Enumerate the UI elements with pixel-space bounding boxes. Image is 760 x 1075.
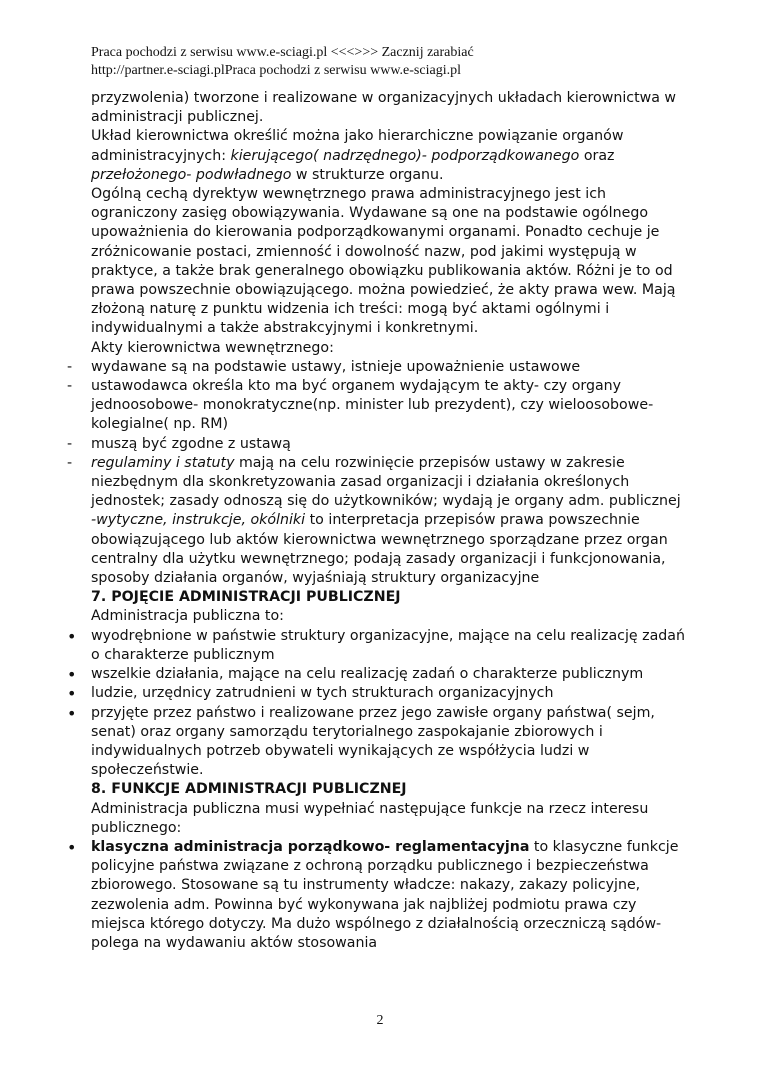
bold-term: klasyczna administracja porządkowo- reglamentacyjna (91, 838, 530, 855)
page-number: 2 (376, 1013, 384, 1028)
list-item: - ustawodawca określa kto ma być organem wydającym te akty- czy organy jednoosobowe- monokratyczne(np. minister lub prezydent), czy wieloosobowe- kolegialne( np. RM) (91, 377, 691, 435)
paragraph: Administracja publiczna to: (91, 608, 284, 625)
header-line-1: Praca pochodzi z serwisu www.e-sciagi.pl <<<>>> Zacznij zarabiać (91, 45, 474, 60)
italic-term: regulaminy i statuty (91, 454, 235, 471)
italic-term: kierującego( nadrzędnego)- podporządkowanego (230, 147, 580, 164)
list-item (91, 838, 691, 953)
list-item: • wszelkie działania, mające na celu realizację zadań o charakterze publicznym (91, 665, 691, 684)
paragraph: Ogólną cechą dyrektyw wewnętrznego prawa administracyjnego jest ich ograniczony zasięg obowiązywania. Wydawane są one na podstawie ogólnego upoważnienia do kierowania podporządkowanymi organami. Ponadto cechuje je zróżnicowanie postaci, zmienność i dowolność nazw, pod jakimi występują w praktyce, a także brak generalnego obowiązku publikowania aktów. Różni je to od prawa powszechnie obowiązującego. można powiedzieć, że akty prawa wew. Mają złożoną naturę z punktu widzenia ich treści: mogą być aktami ogólnymi i indywidualnymi a także abstrakcyjnymi i konkretnymi. (91, 186, 676, 337)
paragraph: Akty kierownictwa wewnętrznego: (91, 339, 334, 356)
text-run: mają na celu rozwinięcie przepisów ustawy w zakresie niezbędnym dla skonkretyzowania zasad organizacji i działania określonych jednostek; zasady odnoszą się do użytkowników; wydają je organy adm. publicznej (91, 454, 681, 510)
bullet-list (91, 627, 691, 781)
dash-list (91, 358, 691, 588)
section-heading: 7. POJĘCIE ADMINISTRACJI PUBLICZNEJ (91, 589, 401, 606)
header-line-2: http://partner.e-sciagi.plPraca pochodzi z serwisu www.e-sciagi.pl (91, 63, 461, 78)
document-body (91, 89, 691, 953)
italic-term: przełożonego- podwładnego (91, 166, 292, 183)
text-run: Układ kierownictwa określić można jako hierarchiczne powiązanie organów administracyjnych: (91, 128, 624, 164)
bullet-list (91, 838, 691, 953)
text-run: to klasyczne funkcje policyjne państwa związane z ochroną porządku publicznego i bezpieczeństwa zbiorowego. Stosowane są tu instrumenty władcze: nakazy, zakazy policyjne, zezwolenia adm. Powinna być wykonywana jak najbliżej podmiotu prawa czy miejsca którego dotyczy. Ma dużo wspólnego z działalnością orzeczniczą sądów- polega na wydawaniu aktów stosowania (91, 838, 679, 951)
list-item: • ludzie, urzędnicy zatrudnieni w tych strukturach organizacyjnych (91, 684, 691, 703)
list-item (91, 454, 691, 588)
paragraph: przyzwolenia) tworzone i realizowane w organizacyjnych układach kierownictwa w administracji publicznej. (91, 90, 677, 126)
text-run: w strukturze organu. (291, 166, 444, 183)
section-heading: 8. FUNKCJE ADMINISTRACJI PUBLICZNEJ (91, 781, 407, 798)
text-run: to interpretacja przepisów prawa powszechnie obowiązującego lub aktów kierownictwa wewnętrznego sporządzane przez organ centralny dla użytku wewnętrznego; podają zasady organizacji i funkcjonowania, sposoby działania organów, wyjaśniają struktury organizacyjne (91, 512, 668, 587)
italic-term: -wytyczne, instrukcje, okólniki (91, 512, 306, 529)
list-item: - muszą być zgodne z ustawą (91, 435, 691, 454)
text-run: oraz (579, 147, 615, 164)
paragraph: Administracja publiczna musi wypełniać następujące funkcje na rzecz interesu publicznego: (91, 800, 649, 836)
list-item: - wydawane są na podstawie ustawy, istnieje upoważnienie ustawowe (91, 358, 691, 377)
list-item: • wyodrębnione w państwie struktury organizacyjne, mające na celu realizację zadań o charakterze publicznym (91, 627, 691, 665)
paragraph (91, 127, 691, 185)
list-item: • przyjęte przez państwo i realizowane przez jego zawisłe organy państwa( sejm, senat) oraz organy samorządu terytorialnego zaspokajanie zbiorowych i indywidualnych potrzeb obywateli wynikających ze współżycia ludzi w społeczeństwie. (91, 704, 691, 781)
